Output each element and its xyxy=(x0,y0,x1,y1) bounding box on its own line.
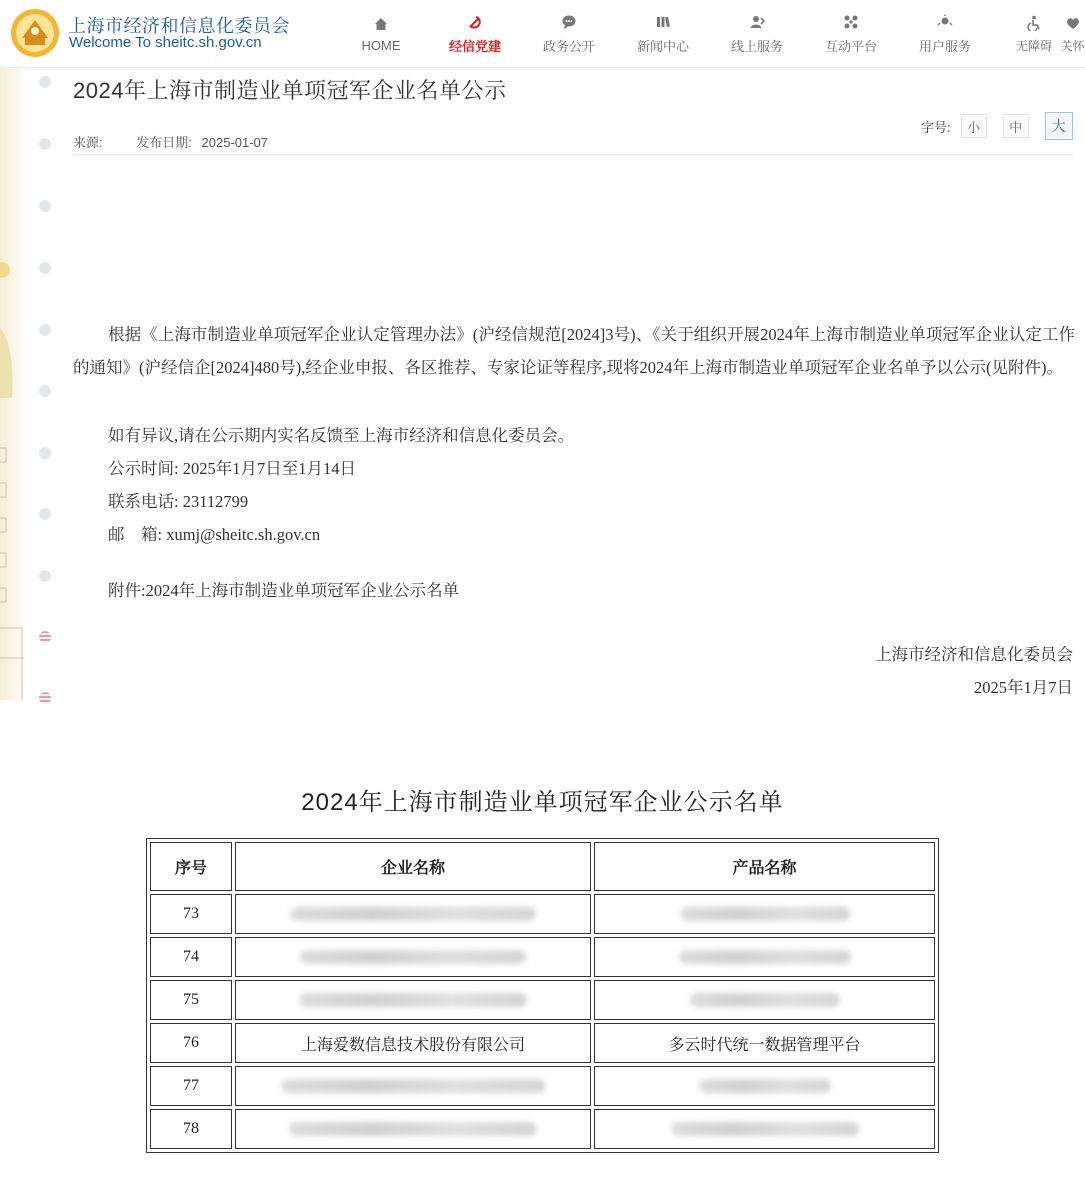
article-meta xyxy=(73,132,268,151)
nav-label: 经信党建 xyxy=(448,38,501,54)
user-service-icon xyxy=(749,14,765,30)
article-title: 2024年上海市制造业单项冠军企业名单公示 xyxy=(73,78,507,103)
heart-icon xyxy=(1065,15,1081,31)
article-body xyxy=(73,318,1075,384)
font-size-small-button[interactable]: 小 xyxy=(961,114,987,138)
accessibility-icon xyxy=(1026,15,1042,31)
nav-item-news[interactable] xyxy=(616,0,710,68)
dot xyxy=(39,447,51,459)
dot xyxy=(39,138,51,150)
row-product-blurred xyxy=(594,980,935,1020)
dot xyxy=(39,692,51,704)
nav-label: 政务公开 xyxy=(542,38,595,54)
row-product-blurred xyxy=(594,894,935,934)
publicity-period: 公示时间: 2025年1月7日至1月14日 xyxy=(108,459,356,478)
dot xyxy=(39,570,51,582)
main-nav xyxy=(334,0,992,68)
paragraph-main: 根据《上海市制造业单项冠军企业认定管理办法》(沪经信规范[2024]3号)、《关于组织开展2024年上海市制造业单项冠军企业认定工作的通知》(沪经信企[2024]480号),经企业申报、各区推荐、专家论证等程序,现将2024年上海市制造业单项冠军企业名单予以公示(见附件)。 xyxy=(73,325,1075,377)
table-row xyxy=(150,937,935,977)
row-product-blurred xyxy=(594,1066,935,1106)
table-header-row xyxy=(150,842,935,891)
user-icon xyxy=(937,14,953,30)
nav-label: 关怀 xyxy=(1060,38,1085,53)
nav-item-party[interactable] xyxy=(428,0,522,68)
header-company: 企业名称 xyxy=(235,842,591,891)
signature-org: 上海市经济和信息化委员会 xyxy=(875,645,1073,664)
site-logo[interactable] xyxy=(10,8,60,58)
row-company-blurred xyxy=(235,937,591,977)
nav-label: 新闻中心 xyxy=(636,38,689,54)
row-company-blurred xyxy=(235,980,591,1020)
signature-date: 2025年1月7日 xyxy=(974,678,1073,697)
dot xyxy=(39,324,51,336)
font-size-control xyxy=(921,112,1073,140)
nav-item-accessibility[interactable] xyxy=(1014,0,1054,68)
header-product: 产品名称 xyxy=(594,842,935,891)
table-row xyxy=(150,1023,935,1063)
site-name[interactable]: 上海市经济和信息化委员会 xyxy=(68,16,290,36)
nav-label: HOME xyxy=(361,37,401,53)
table-row xyxy=(150,1109,935,1149)
row-no: 73 xyxy=(150,894,232,934)
header-no: 序号 xyxy=(150,842,232,891)
dot xyxy=(39,76,51,88)
nav-label: 线上服务 xyxy=(730,38,783,54)
home-icon xyxy=(373,16,389,32)
site-subtitle: Welcome To sheitc.sh.gov.cn xyxy=(69,34,262,51)
row-company: 上海爱数信息技术股份有限公司 xyxy=(235,1023,591,1063)
table-row xyxy=(150,894,935,934)
nav-item-gov-affairs[interactable] xyxy=(522,0,616,68)
decorative-side-image xyxy=(0,68,26,700)
font-size-label: 字号: xyxy=(921,119,951,135)
row-company-blurred xyxy=(235,894,591,934)
dot xyxy=(39,508,51,520)
title-divider xyxy=(73,154,1073,155)
nav-label: 互动平台 xyxy=(824,38,877,54)
row-product-blurred xyxy=(594,937,935,977)
nav-item-user-service[interactable] xyxy=(898,0,992,68)
nav-item-interaction[interactable] xyxy=(804,0,898,68)
font-size-large-button[interactable]: 大 xyxy=(1045,112,1073,140)
row-product: 多云时代统一数据管理平台 xyxy=(594,1023,935,1063)
dot xyxy=(39,200,51,212)
row-company-blurred xyxy=(235,1066,591,1106)
row-product-blurred xyxy=(594,1109,935,1149)
interaction-icon xyxy=(843,14,859,30)
nav-label: 无障碍 xyxy=(1015,38,1052,53)
row-company-blurred xyxy=(235,1109,591,1149)
tower-illustration xyxy=(0,68,26,700)
site-header xyxy=(0,0,1085,68)
publish-date: 2025-01-07 xyxy=(201,135,268,150)
publish-date-label: 发布日期: xyxy=(136,135,192,150)
source-label: 来源: xyxy=(73,135,103,150)
attachment-link[interactable]: 附件:2024年上海市制造业单项冠军企业公示名单 xyxy=(108,581,460,600)
row-no: 74 xyxy=(150,937,232,977)
dot xyxy=(39,631,51,643)
table-row xyxy=(150,980,935,1020)
contact-phone: 联系电话: 23112799 xyxy=(108,492,249,511)
row-no: 75 xyxy=(150,980,232,1020)
nav-item-care[interactable] xyxy=(1060,0,1085,68)
table-row xyxy=(150,1066,935,1106)
nav-item-online-service[interactable] xyxy=(710,0,804,68)
row-no: 76 xyxy=(150,1023,232,1063)
list-title: 2024年上海市制造业单项冠军企业公示名单 xyxy=(301,789,784,816)
dot xyxy=(39,385,51,397)
news-icon xyxy=(655,14,671,30)
row-no: 78 xyxy=(150,1109,232,1149)
dot xyxy=(39,262,51,274)
font-size-medium-button[interactable]: 中 xyxy=(1003,114,1029,138)
contact-email[interactable]: 邮 箱: xumj@sheitc.sh.gov.cn xyxy=(108,525,321,544)
chat-icon xyxy=(561,14,577,30)
row-no: 77 xyxy=(150,1066,232,1106)
party-emblem-icon xyxy=(467,14,483,30)
nav-label: 用户服务 xyxy=(918,38,971,54)
company-list-table xyxy=(146,838,939,1153)
nav-item-home[interactable] xyxy=(334,0,428,68)
paragraph-objection: 如有异议,请在公示期内实名反馈至上海市经济和信息化委员会。 xyxy=(108,426,575,445)
